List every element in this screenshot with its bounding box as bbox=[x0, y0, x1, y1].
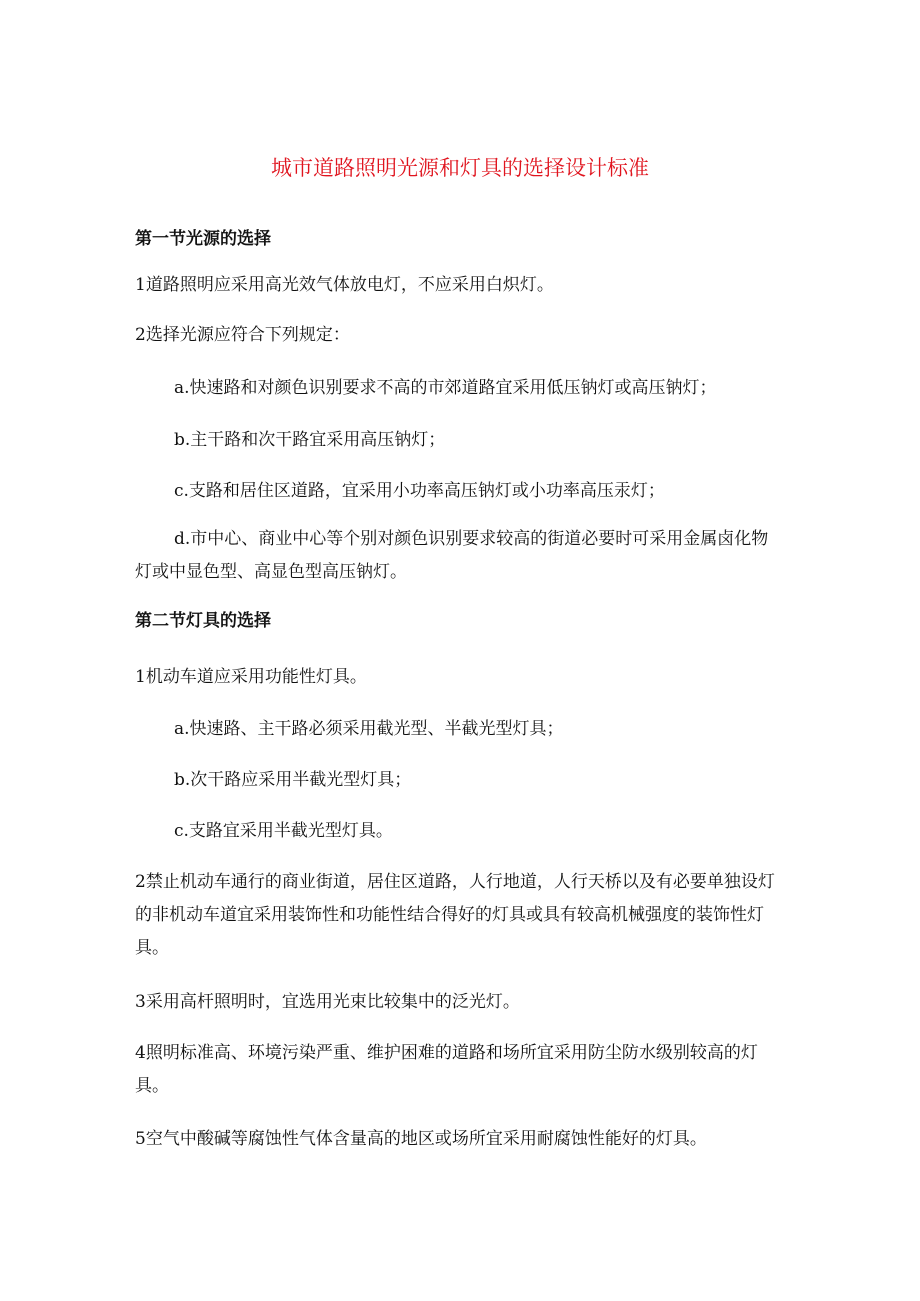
section2-sub-a: a.快速路、主干路必须采用截光型、半截光型灯具； bbox=[174, 719, 564, 739]
document-title: 城市道路照明光源和灯具的选择设计标准 bbox=[271, 156, 649, 180]
section2-sub-b: b.次干路应采用半截光型灯具； bbox=[174, 770, 412, 790]
section1-heading: 第一节光源的选择 bbox=[135, 229, 271, 249]
section1-sub-b: b.主干路和次干路宜采用高压钠灯； bbox=[174, 430, 446, 450]
section1-sub-d: d.市中心、商业中心等个别对颜色识别要求较高的街道必要时可采用金属卤化物灯或中显色型、高显色型高压钠灯。 bbox=[135, 529, 769, 582]
section1-sub-a: a.快速路和对颜色识别要求不高的市郊道路宜采用低压钠灯或高压钠灯； bbox=[174, 378, 717, 398]
section2-sub-c: c.支路宜采用半截光型灯具。 bbox=[174, 821, 393, 841]
section2-heading: 第二节灯具的选择 bbox=[135, 611, 271, 631]
section2-item-3: 3采用高杆照明时，宜选用光束比较集中的泛光灯。 bbox=[135, 992, 520, 1012]
section2-item-2: 2禁止机动车通行的商业街道，居住区道路，人行地道，人行天桥以及有必要单独设灯的非机动车道宜采用装饰性和功能性结合得好的灯具或具有较高机械强度的装饰性灯具。 bbox=[135, 872, 775, 958]
section1-item-1: 1道路照明应采用高光效气体放电灯，不应采用白炽灯。 bbox=[135, 275, 554, 295]
section1-item-2: 2选择光源应符合下列规定： bbox=[135, 325, 350, 345]
section2-item-4: 4照明标准高、环境污染严重、维护困难的道路和场所宜采用防尘防水级别较高的灯具。 bbox=[135, 1043, 758, 1096]
section2-item-1: 1机动车道应采用功能性灯具。 bbox=[135, 667, 367, 687]
section1-sub-c: c.支路和居住区道路，宜采用小功率高压钠灯或小功率高压汞灯； bbox=[174, 481, 665, 501]
section2-item-5: 5空气中酸碱等腐蚀性气体含量高的地区或场所宜采用耐腐蚀性能好的灯具。 bbox=[135, 1129, 707, 1149]
